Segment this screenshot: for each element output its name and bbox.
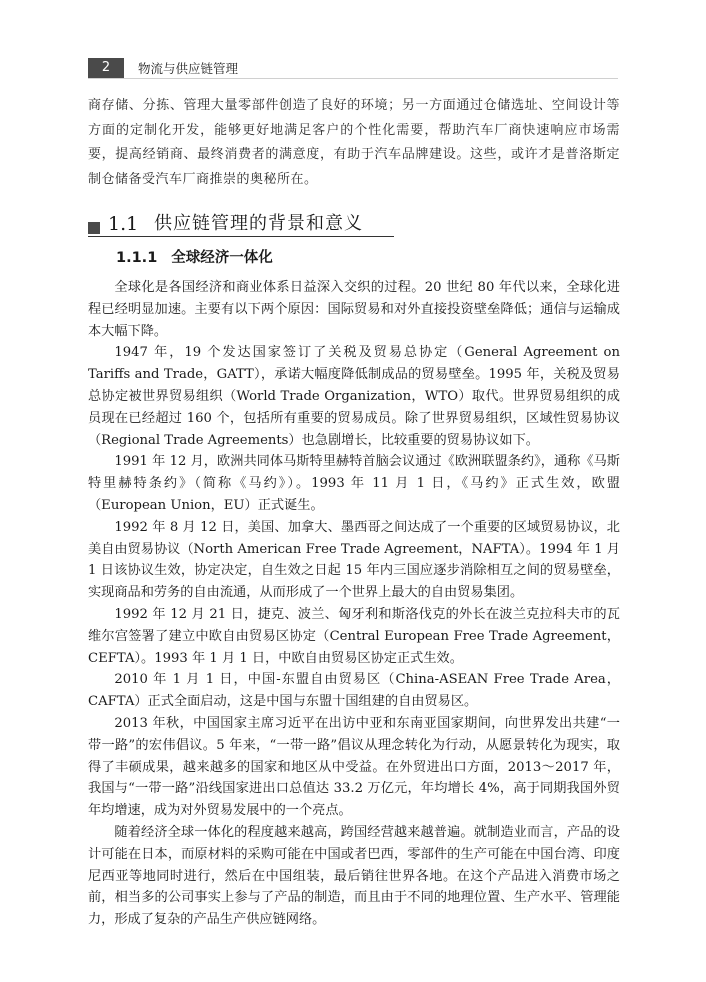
page-number: 2 [88,58,124,78]
section-heading [88,212,394,237]
paragraph-cafta: 2010 年 1 月 1 日，中国-东盟自由贸易区（China-ASEAN Free Trade Area，CAFTA）正式全面启动，这是中国与东盟十国组建的自由贸易区。 [88,672,620,710]
paragraph-nafta: 1992 年 8 月 12 日，美国、加拿大、墨西哥之间达成了一个重要的区域贸易协议，北美自由贸易协议（North American Free Trade Agreement，NAFTA）。1994 年 1 月 1 日该协议生效，协定决定，自生效之日起 15 年内三国应逐步消除相互之间的贸易壁垒，实现商品和劳务的自由流通，从而形成了一个世界上最大的自由贸易集团。 [88,519,620,601]
page-header [88,58,618,78]
paragraph-belt-road: 2013 年秋，中国国家主席习近平在出访中亚和东南亚国家期间，向世界发出共建“一带一路”的宏伟倡议。5 年来，“一带一路”倡议从理念转化为行动，从愿景转化为现实，取得了丰硕成果，越来越多的国家和地区从中受益。在外贸进出口方面，2013～2017 年，我国与“一带一路”沿线国家进出口总值达 33.2 万亿元，年均增长 4%，高于同期我国外贸年均增速，成为对外贸易发展中的一个亮点。 [88,715,620,819]
intro-paragraph: 商存储、分拣、管理大量零部件创造了良好的环境；另一方面通过仓储选址、空间设计等方面的定制化开发，能够更好地满足客户的个性化需要，帮助汽车厂商快速响应市场需要，提高经销商、最终消费者的满意度，有助于汽车品牌建设。这些，或许才是普洛斯定制仓储备受汽车厂商推崇的奥秘所在。 [88,98,620,187]
subsection-heading [116,247,620,269]
running-title: 物流与供应链管理 [138,61,239,76]
paragraph-globalization: 全球化是各国经济和商业体系日益深入交织的过程。20 世纪 80 年代以来，全球化进程已经明显加速。主要有以下两个原因：国际贸易和对外直接投资壁垒降低；通信与运输成本大幅下降。 [88,280,620,339]
paragraph-gatt-wto: 1947 年，19 个发达国家签订了关税及贸易总协定（General Agreement on Tariffs and Trade，GATT），承诺大幅度降低制成品的贸易壁垒。1995 年，关税及贸易总协定被世界贸易组织（World Trade Organization，WTO）取代。世界贸易组织的成员现在已经超过 160 个，包括所有重要的贸易成员。除了世界贸易组织，区域性贸易协议（Regional Trade Agreements）也急剧增长，比较重要的贸易协议如下。 [88,345,620,448]
paragraph-cefta: 1992 年 12 月 21 日，捷克、波兰、匈牙利和斯洛伐克的外长在波兰克拉科夫市的瓦维尔宫签署了建立中欧自由贸易区协定（Central European Free Trade Agreement，CEFTA）。1993 年 1 月 1 日，中欧自由贸易区协定正式生效。 [88,606,620,666]
page-body [88,94,620,931]
section-marker [88,222,100,234]
subsection-title: 全球经济一体化 [171,250,273,266]
paragraph-eu: 1991 年 12 月，欧洲共同体马斯特里赫特首脑会议通过《欧洲联盟条约》，通称《马斯特里赫特条约》（简称《马约》）。1993 年 11 月 1 日，《马约》正式生效，欧盟（European Union，EU）正式诞生。 [88,454,620,513]
paragraph-supply-chain: 随着经济全球一体化的程度越来越高，跨国经营越来越普遍。就制造业而言，产品的设计可能在日本，而原材料的采购可能在中国或者巴西，零部件的生产可能在中国台湾、印度尼西亚等地同时进行，然后在中国组装，最后销往世界各地。在这个产品进入消费市场之前，相当多的公司事实上参与了产品的制造，而且由于不同的地理位置、生产水平、管理能力，形成了复杂的产品生产供应链网络。 [88,824,620,928]
subsection-number: 1.1.1 [116,250,158,266]
section-title: 供应链管理的背景和意义 [154,213,363,234]
section-number: 1.1 [108,213,139,235]
header-rule [88,78,618,79]
